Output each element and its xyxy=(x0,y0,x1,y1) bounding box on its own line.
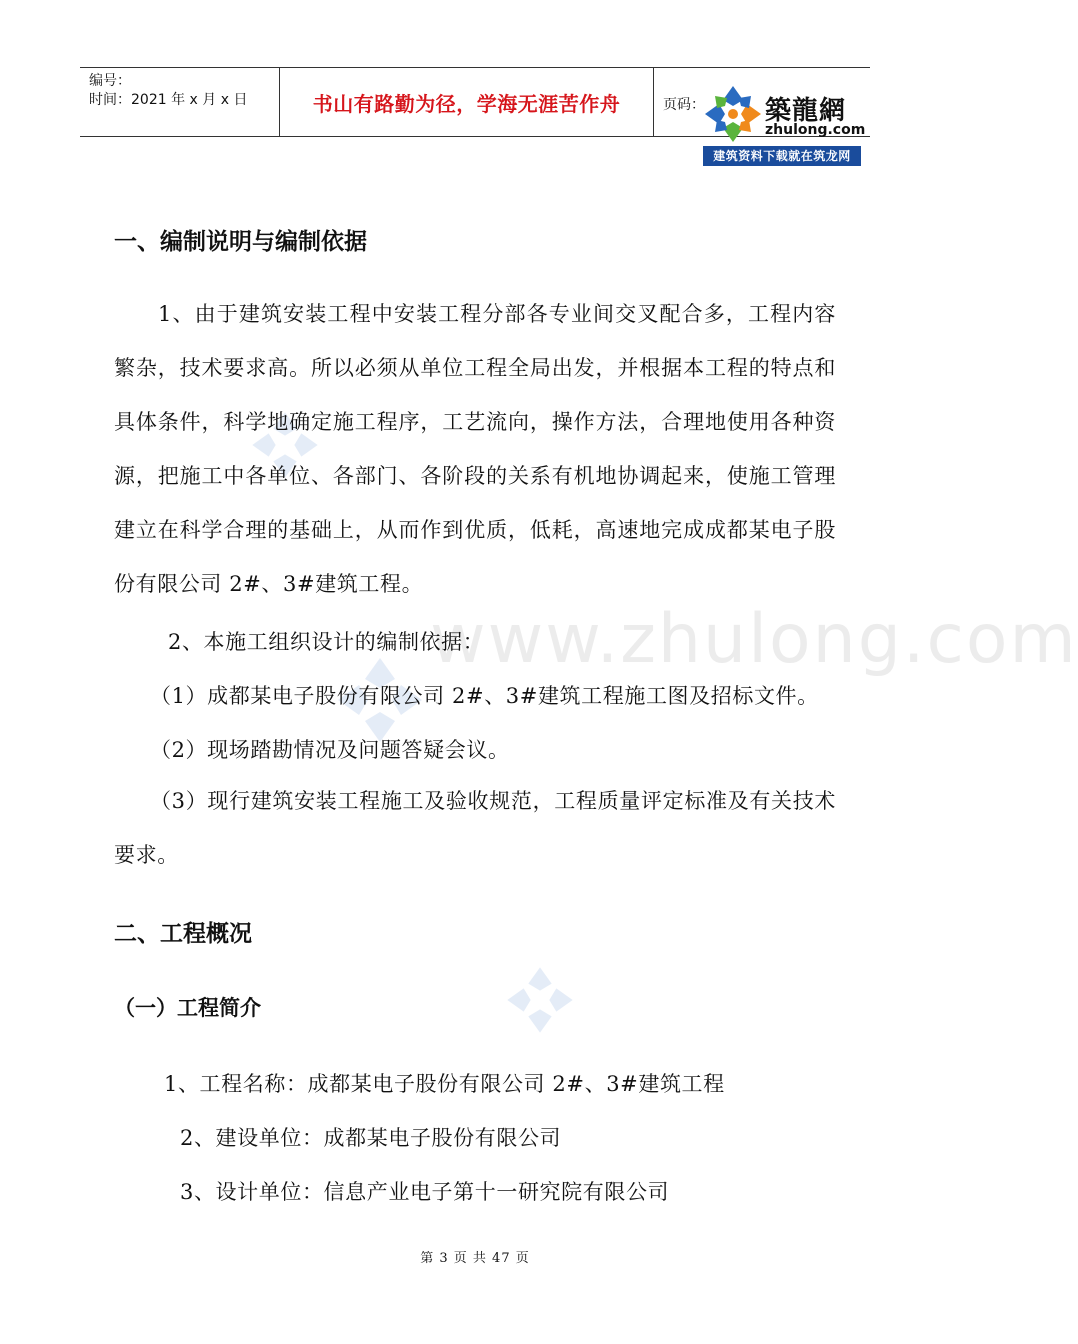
logo-banner: 建筑资料下载就在筑龙网 xyxy=(703,146,861,166)
basis-item-3: （3）现行建筑安装工程施工及验收规范，工程质量评定标准及有关技术要求。 xyxy=(114,789,836,867)
section-1-title: 一、编制说明与编制依据 xyxy=(114,229,367,255)
project-name: 1、工程名称：成都某电子股份有限公司 2#、3#建筑工程 xyxy=(164,1072,725,1096)
watermark-text: www.zhulong.com xyxy=(430,600,1078,679)
zhulong-logo xyxy=(703,84,866,166)
document-date: 时间：2021 年 x 月 x 日 xyxy=(89,92,248,108)
page-number-label: 页码： xyxy=(663,97,705,113)
section-2-subtitle: （一）工程简介 xyxy=(114,996,261,1020)
header-motto: 书山有路勤为径，学海无涯苦作舟 xyxy=(280,68,654,136)
header-info-cell xyxy=(80,68,280,136)
basis-item-1: （1）成都某电子股份有限公司 2#、3#建筑工程施工图及招标文件。 xyxy=(150,684,819,708)
construction-unit: 2、建设单位：成都某电子股份有限公司 xyxy=(180,1126,562,1150)
basis-intro: 2、本施工组织设计的编制依据： xyxy=(168,630,485,654)
watermark-flower-icon xyxy=(505,965,575,1035)
design-unit: 3、设计单位：信息产业电子第十一研究院有限公司 xyxy=(180,1180,670,1204)
logo-url: zhulong.com xyxy=(765,122,866,138)
page-footer: 第 3 页 共 47 页 xyxy=(420,1251,530,1266)
flower-logo-icon xyxy=(703,84,763,144)
basis-item-2: （2）现场踏勘情况及问题答疑会议。 xyxy=(150,738,510,762)
section-2-title: 二、工程概况 xyxy=(114,921,252,947)
section-1-paragraph: 1、由于建筑安装工程中安装工程分部各专业间交叉配合多，工程内容繁杂，技术要求高。所以必须从单位工程全局出发，并根据本工程的特点和具体条件，科学地确定施工程序，工艺流向，操作方法，合理地使用各种资源，把施工中各单位、各部门、各阶段的关系有机地协调起来，使施工管理建立在科学合理的基础上，从而作到优质，低耗，高速地完成成都某电子股份有限公司 2#、3#建筑工程。 xyxy=(114,302,836,596)
logo-name: 築龍網 xyxy=(765,96,847,126)
document-number-label: 编号： xyxy=(89,73,131,89)
